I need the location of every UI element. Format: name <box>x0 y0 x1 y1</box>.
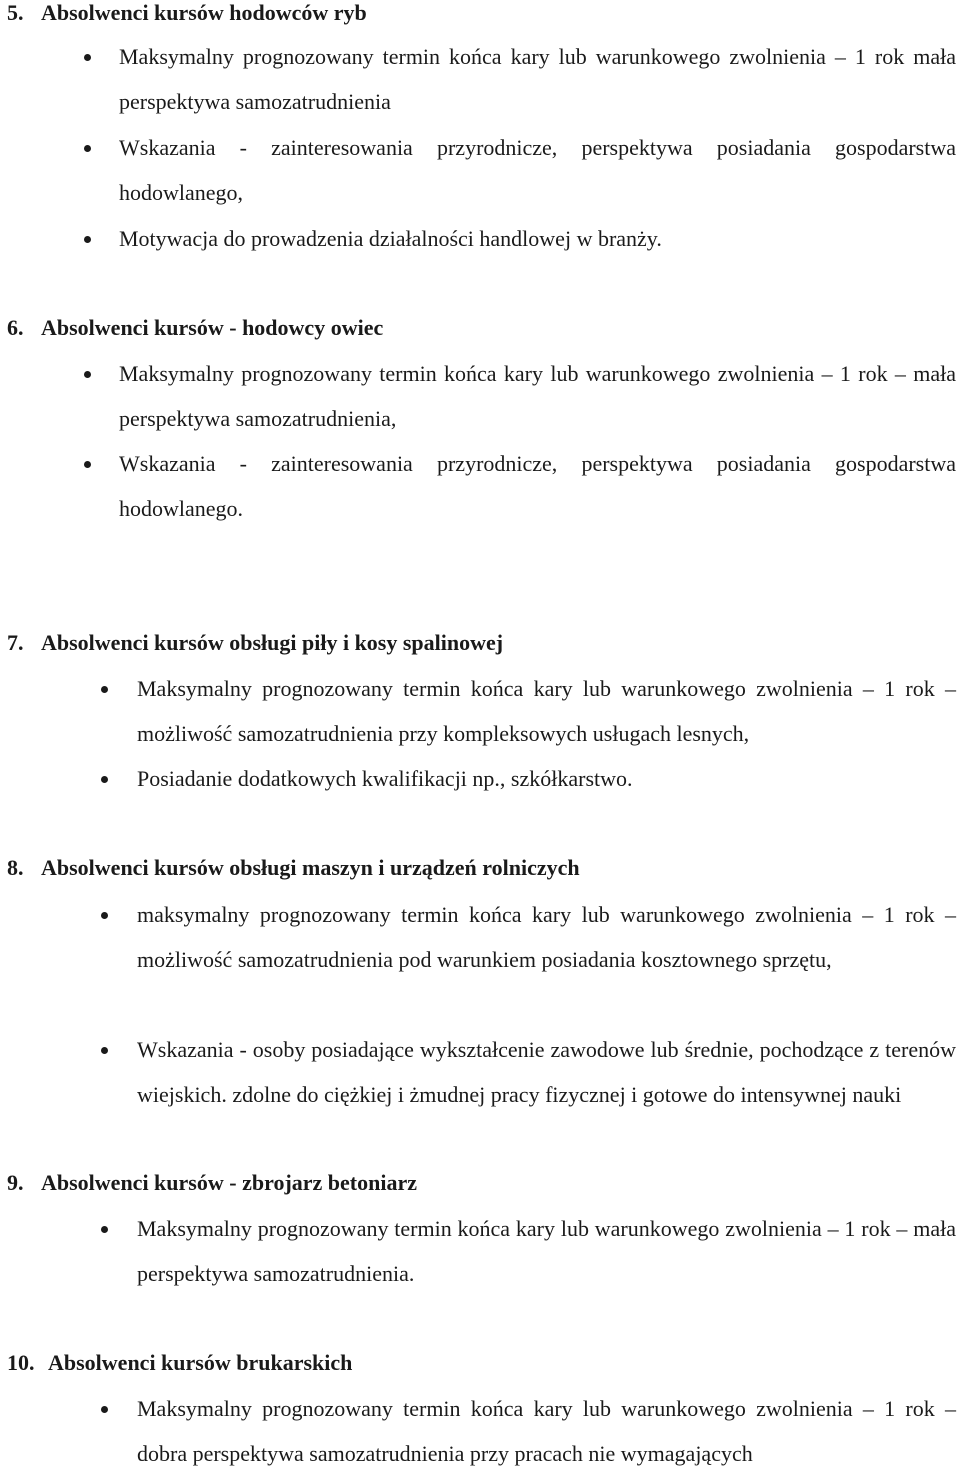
bullet-icon <box>84 54 91 61</box>
item-text: Motywacja do prowadzenia działalności handlowej w branży. <box>119 226 662 251</box>
section-heading <box>7 630 503 656</box>
item-text: maksymalny prognozowany termin końca kary lub warunkowego zwolnienia – 1 rok – możliwość samozatrudnienia pod warunkiem posiadania kosztownego sprzętu, <box>137 902 956 972</box>
item-text: Maksymalny prognozowany termin końca kary lub warunkowego zwolnienia – 1 rok mała perspektywa samozatrudnienia <box>119 44 956 114</box>
section-number: 5. <box>7 0 24 25</box>
section-number: 10. <box>7 1350 35 1375</box>
bullet-icon <box>84 371 91 378</box>
section-title: Absolwenci kursów obsługi piły i kosy spalinowej <box>41 630 504 655</box>
section-title: Absolwenci kursów - zbrojarz betoniarz <box>41 1170 417 1195</box>
bullet-icon <box>101 776 108 783</box>
section-title: Absolwenci kursów - hodowcy owiec <box>41 315 384 340</box>
section-number: 8. <box>7 855 24 880</box>
section-heading <box>7 0 367 26</box>
section-heading <box>7 1350 352 1376</box>
section-heading <box>7 855 580 881</box>
section-title: Absolwenci kursów hodowców ryb <box>41 0 367 25</box>
bullet-icon <box>84 236 91 243</box>
item-text: Wskazania - zainteresowania przyrodnicze, perspektywa posiadania gospodarstwa hodowlanego. <box>119 451 956 521</box>
bullet-icon <box>84 461 91 468</box>
bullet-icon <box>101 686 108 693</box>
bullet-icon <box>101 1226 108 1233</box>
item-text: Maksymalny prognozowany termin końca kary lub warunkowego zwolnienia – 1 rok – możliwość samozatrudnienia przy kompleksowych usługach lesnych, <box>137 676 956 746</box>
section-title: Absolwenci kursów obsługi maszyn i urządzeń rolniczych <box>41 855 580 880</box>
bullet-icon <box>84 145 91 152</box>
section-heading <box>7 1170 417 1196</box>
item-text: Maksymalny prognozowany termin końca kary lub warunkowego zwolnienia – 1 rok – mała perspektywa samozatrudnienia, <box>119 361 956 431</box>
bullet-icon <box>101 1047 108 1054</box>
item-text: Wskazania - osoby posiadające wykształcenie zawodowe lub średnie, pochodzące z terenów wiejskich. zdolne do ciężkiej i żmudnej pracy fizycznej i gotowe do intensywnej nauki <box>137 1037 956 1107</box>
section-number: 9. <box>7 1170 24 1195</box>
bullet-icon <box>101 912 108 919</box>
item-text: Wskazania - zainteresowania przyrodnicze, perspektywa posiadania gospodarstwa hodowlanego, <box>119 135 956 205</box>
section-heading <box>7 315 383 341</box>
section-number: 6. <box>7 315 24 340</box>
item-text: Maksymalny prognozowany termin końca kary lub warunkowego zwolnienia – 1 rok – dobra perspektywa samozatrudnienia przy pracach nie wymagających <box>137 1396 956 1466</box>
item-text: Maksymalny prognozowany termin końca kary lub warunkowego zwolnienia – 1 rok – mała perspektywa samozatrudnienia. <box>137 1216 956 1286</box>
item-text: Posiadanie dodatkowych kwalifikacji np., szkółkarstwo. <box>137 766 633 791</box>
section-title: Absolwenci kursów brukarskich <box>48 1350 353 1375</box>
bullet-icon <box>101 1406 108 1413</box>
section-number: 7. <box>7 630 24 655</box>
